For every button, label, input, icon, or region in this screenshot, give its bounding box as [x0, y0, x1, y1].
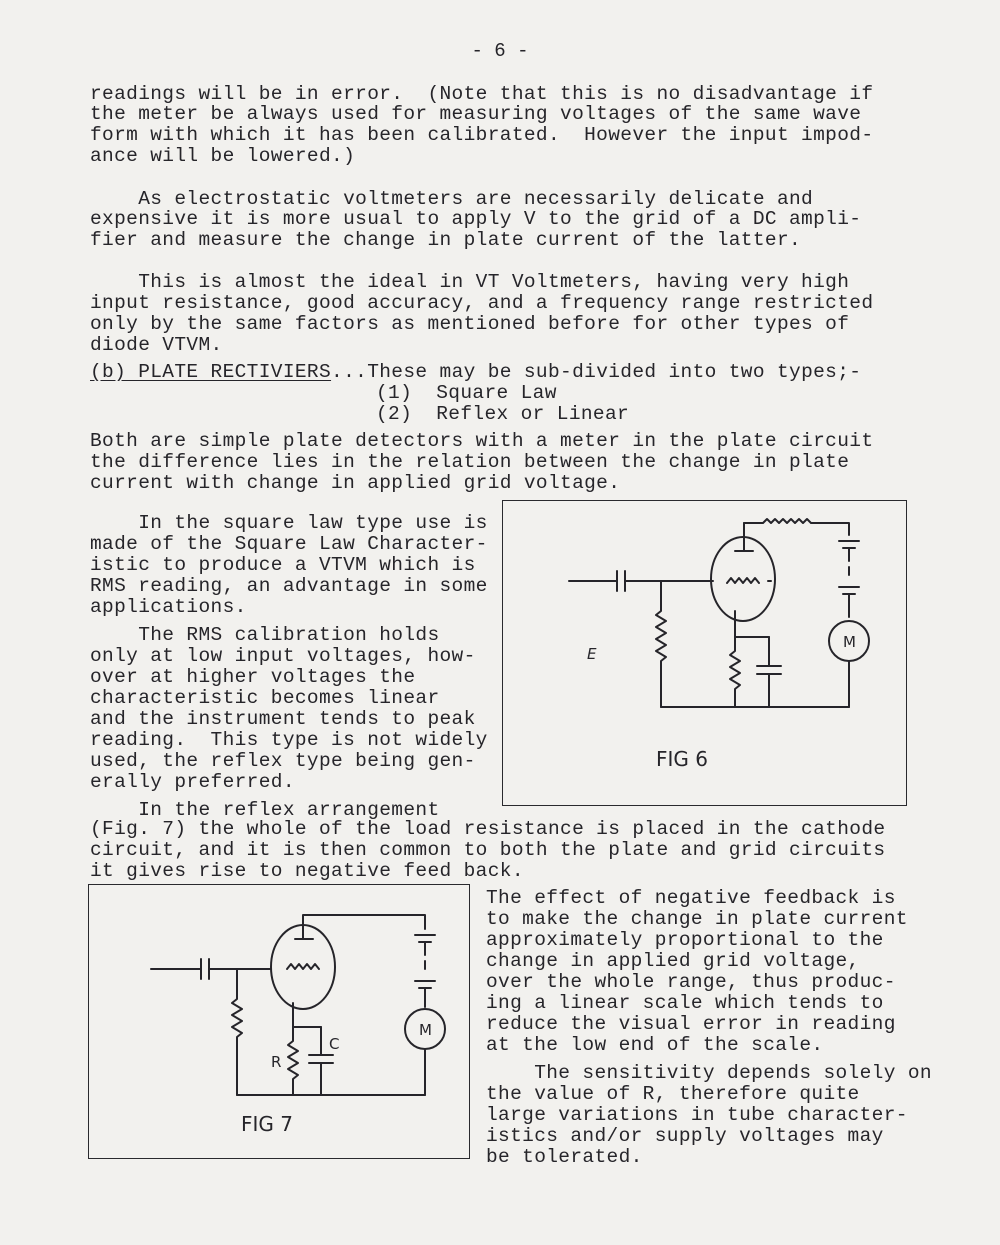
text-line: erally preferred. [90, 771, 295, 793]
text-line: the difference lies in the relation between the change in plate [90, 451, 850, 473]
text-line: and the instrument tends to peak [90, 708, 476, 730]
text-line: istics and/or supply voltages may [486, 1125, 884, 1147]
text-line: RMS reading, an advantage in some [90, 575, 488, 597]
fig6-caption: FIG 6 [656, 747, 708, 771]
fig7-caption: FIG 7 [241, 1112, 293, 1136]
text-line: readings will be in error. (Note that this is no disadvantage if [90, 83, 874, 105]
figure-6 [502, 500, 907, 806]
text-line: the value of R, therefore quite [486, 1083, 860, 1105]
text-line: large variations in tube character- [486, 1104, 908, 1126]
fig6-battery [839, 541, 859, 617]
section-b-line [90, 362, 861, 383]
fig7-label-m: M [419, 1021, 432, 1039]
text-line: used, the reflex type being gen- [90, 750, 476, 772]
text-line: input resistance, good accuracy, and a frequency range restricted [90, 292, 874, 314]
fig7-tube-cathode [293, 1003, 321, 1027]
text-line: only at low input voltages, how- [90, 645, 476, 667]
text-line: made of the Square Law Character- [90, 533, 488, 555]
text-line: applications. [90, 596, 247, 618]
fig6-cathode-resistor [730, 637, 740, 707]
text-line: The sensitivity depends solely on [486, 1062, 932, 1084]
fig7-schematic [89, 885, 471, 1160]
text-line: fier and measure the change in plate current of the latter. [90, 229, 802, 251]
text-line: reading. This type is not widely [90, 729, 488, 751]
fig7-meter [405, 1009, 445, 1049]
fig7-bypass-capacitor [309, 1027, 333, 1095]
text-line: As electrostatic voltmeters are necessarily delicate and [90, 188, 814, 210]
page-number: - 6 - [471, 40, 529, 62]
text-line: change in applied grid voltage, [486, 950, 860, 972]
fig7-tube-filament [287, 964, 319, 969]
fig6-bypass-capacitor [757, 637, 781, 707]
fig7-label-c: C [329, 1035, 340, 1053]
section-b-intro: ...These may be sub-divided into two types;- [331, 361, 862, 383]
text-line: only by the same factors as mentioned before for other types of [90, 313, 850, 335]
text-line: In the reflex arrangement [90, 799, 440, 821]
fig7-battery [415, 935, 435, 1007]
text-line: to make the change in plate current [486, 908, 908, 930]
type-item: (2) Reflex or Linear [376, 403, 630, 425]
text-line: circuit, and it is then common to both the plate and grid circuits [90, 839, 886, 861]
text-line: The effect of negative feedback is [486, 887, 896, 909]
text-line: ance will be lowered.) [90, 145, 356, 167]
text-line: it gives rise to negative feed back. [90, 860, 524, 882]
text-line: diode VTVM. [90, 334, 223, 356]
type-item: (1) Square Law [376, 382, 557, 404]
text-line: approximately proportional to the [486, 929, 884, 951]
text-line: over at higher voltages the [90, 666, 416, 688]
text-line: the meter be always used for measuring voltages of the same wave [90, 103, 862, 125]
text-line: form with which it has been calibrated. However the input impod- [90, 124, 874, 146]
text-line: reduce the visual error in reading [486, 1013, 896, 1035]
text-line: In the square law type use is [90, 512, 488, 534]
fig6-meter [829, 621, 869, 661]
fig7-cathode-resistor [288, 1027, 298, 1095]
text-line: at the low end of the scale. [486, 1034, 824, 1056]
text-line: Both are simple plate detectors with a meter in the plate circuit [90, 430, 874, 452]
text-line: ing a linear scale which tends to [486, 992, 884, 1014]
text-line: expensive it is more usual to apply V to the grid of a DC ampli- [90, 208, 862, 230]
fig6-grid-resistor [656, 581, 666, 707]
text-line: istic to produce a VTVM which is [90, 554, 476, 576]
fig7-label-r: R [271, 1053, 282, 1071]
text-line: current with change in applied grid voltage. [90, 472, 621, 494]
fig6-tube-filament [727, 578, 771, 583]
figure-7 [88, 884, 470, 1159]
fig7-grid-resistor [232, 969, 242, 1095]
text-line: characteristic becomes linear [90, 687, 440, 709]
fig6-tube-cathode [735, 611, 769, 637]
text-line: This is almost the ideal in VT Voltmeters, having very high [90, 271, 850, 293]
text-line: over the whole range, thus produc- [486, 971, 896, 993]
fig7-coupling-capacitor [201, 959, 209, 979]
fig6-label-m: M [843, 633, 856, 651]
fig6-label-e: E [587, 645, 597, 663]
text-line: be tolerated. [486, 1146, 643, 1168]
fig6-schematic [503, 501, 908, 807]
fig6-coupling-capacitor [617, 571, 625, 591]
section-b-heading: (b) PLATE RECTIVIERS [90, 361, 332, 383]
text-line: The RMS calibration holds [90, 624, 440, 646]
text-line: (Fig. 7) the whole of the load resistance is placed in the cathode [90, 818, 886, 840]
